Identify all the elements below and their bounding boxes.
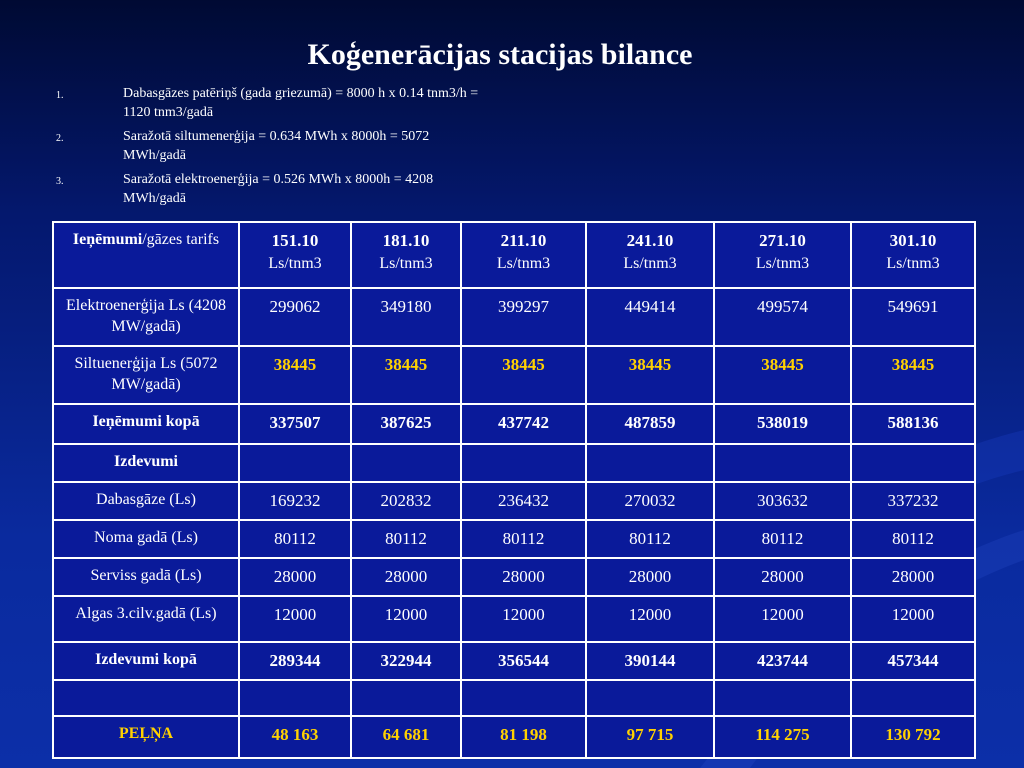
value-cell: 549691: [851, 288, 975, 346]
value-cell: 80112: [239, 520, 351, 558]
value-cell: 437742: [461, 404, 586, 444]
value-cell: 38445: [851, 346, 975, 404]
row-label: Algas 3.cilv.gadā (Ls): [53, 596, 239, 642]
table-row: [53, 558, 975, 596]
value-cell: 299062: [239, 288, 351, 346]
tariff-value: 301.10: [889, 231, 937, 250]
value-cell: [351, 680, 461, 716]
table-row: [53, 404, 975, 444]
value-cell: 538019: [714, 404, 851, 444]
value-cell: 80112: [714, 520, 851, 558]
tariff-cell: [239, 222, 351, 288]
value-cell: 322944: [351, 642, 461, 680]
value-cell: 28000: [851, 558, 975, 596]
value-cell: 38445: [239, 346, 351, 404]
value-cell: [714, 444, 851, 482]
table-row: [53, 680, 975, 716]
value-cell: 28000: [586, 558, 714, 596]
value-cell: 130 792: [851, 716, 975, 758]
header-label-cell: [53, 222, 239, 288]
value-cell: 423744: [714, 642, 851, 680]
value-cell: 169232: [239, 482, 351, 520]
value-cell: 64 681: [351, 716, 461, 758]
tariff-value: 211.10: [500, 231, 547, 250]
value-cell: 38445: [586, 346, 714, 404]
list-number: 1.: [56, 90, 64, 101]
list-text: Dabasgāzes patēriņš (gada griezumā) = 8000 h x 0.14 tnm3/h = 1120 tnm3/gadā: [123, 86, 479, 120]
row-label: [53, 680, 239, 716]
value-cell: 28000: [351, 558, 461, 596]
value-cell: 202832: [351, 482, 461, 520]
list-number: 3.: [56, 176, 64, 187]
value-cell: 28000: [461, 558, 586, 596]
tariff-value: 271.10: [759, 231, 806, 250]
value-cell: 12000: [461, 596, 586, 642]
tariff-cell: [351, 222, 461, 288]
slide-title: Koģenerācijas stacijas bilance: [307, 38, 693, 71]
value-cell: 80112: [586, 520, 714, 558]
row-label: Elektroenerģija Ls (4208 MW/gadā): [53, 288, 239, 346]
value-cell: [851, 444, 975, 482]
value-cell: 303632: [714, 482, 851, 520]
table-row: [53, 716, 975, 758]
tariff-cell: [461, 222, 586, 288]
row-label: Dabasgāze (Ls): [53, 482, 239, 520]
tariff-unit: Ls/tnm3: [623, 255, 677, 272]
value-cell: [586, 680, 714, 716]
value-cell: 337232: [851, 482, 975, 520]
value-cell: 12000: [851, 596, 975, 642]
value-cell: 387625: [351, 404, 461, 444]
value-cell: [351, 444, 461, 482]
value-cell: 588136: [851, 404, 975, 444]
tariff-value: 181.10: [382, 231, 430, 250]
row-label: Noma gadā (Ls): [53, 520, 239, 558]
tariff-cell: [714, 222, 851, 288]
value-cell: 38445: [461, 346, 586, 404]
value-cell: 390144: [586, 642, 714, 680]
value-cell: 499574: [714, 288, 851, 346]
value-cell: 80112: [351, 520, 461, 558]
value-cell: 356544: [461, 642, 586, 680]
value-cell: 236432: [461, 482, 586, 520]
value-cell: 349180: [351, 288, 461, 346]
value-cell: 38445: [714, 346, 851, 404]
list-text: Saražotā siltumenerģija = 0.634 MWh x 8000h = 5072 MWh/gadā: [123, 129, 430, 163]
value-cell: 289344: [239, 642, 351, 680]
table-row: [53, 346, 975, 404]
table-row: [53, 482, 975, 520]
header-label-bold: Ieņēmumi: [72, 231, 143, 248]
list-item: [0, 170, 520, 208]
table-row: [53, 642, 975, 680]
value-cell: 399297: [461, 288, 586, 346]
row-label: Ieņēmumi kopā: [53, 404, 239, 444]
bullet-list: [0, 84, 520, 213]
table-header-row: [53, 222, 975, 288]
row-label: Izdevumi kopā: [53, 642, 239, 680]
list-item: [0, 127, 520, 165]
table-row: [53, 520, 975, 558]
value-cell: 80112: [461, 520, 586, 558]
value-cell: [239, 680, 351, 716]
value-cell: 28000: [239, 558, 351, 596]
tariff-cell: [851, 222, 975, 288]
list-number: 2.: [56, 133, 64, 144]
value-cell: 28000: [714, 558, 851, 596]
value-cell: 12000: [714, 596, 851, 642]
tariff-unit: Ls/tnm3: [379, 255, 433, 272]
value-cell: 48 163: [239, 716, 351, 758]
table-row: [53, 444, 975, 482]
list-text: Saražotā elektroenerģija = 0.526 MWh x 8000h = 4208 MWh/gadā: [123, 172, 434, 206]
value-cell: 12000: [239, 596, 351, 642]
value-cell: 270032: [586, 482, 714, 520]
value-cell: [461, 680, 586, 716]
value-cell: [851, 680, 975, 716]
value-cell: [586, 444, 714, 482]
row-label: Serviss gadā (Ls): [53, 558, 239, 596]
row-label: PEĻŅA: [53, 716, 239, 758]
table-row: [53, 288, 975, 346]
value-cell: [239, 444, 351, 482]
row-label: Siltuenerģija Ls (5072 MW/gadā): [53, 346, 239, 404]
value-cell: [461, 444, 586, 482]
tariff-unit: Ls/tnm3: [268, 255, 322, 272]
table-row: [53, 596, 975, 642]
tariff-unit: Ls/tnm3: [755, 255, 810, 272]
value-cell: 449414: [586, 288, 714, 346]
value-cell: 12000: [351, 596, 461, 642]
tariff-unit: Ls/tnm3: [496, 255, 551, 272]
balance-table: [52, 221, 976, 759]
value-cell: 114 275: [714, 716, 851, 758]
value-cell: 81 198: [461, 716, 586, 758]
list-item: [0, 84, 520, 122]
tariff-value: 151.10: [271, 231, 319, 250]
value-cell: 97 715: [586, 716, 714, 758]
value-cell: 12000: [586, 596, 714, 642]
value-cell: 457344: [851, 642, 975, 680]
tariff-unit: Ls/tnm3: [886, 255, 940, 272]
row-label: Izdevumi: [53, 444, 239, 482]
value-cell: 80112: [851, 520, 975, 558]
header-label-rest: /gāzes tarifs: [142, 231, 220, 248]
value-cell: 487859: [586, 404, 714, 444]
tariff-cell: [586, 222, 714, 288]
value-cell: 337507: [239, 404, 351, 444]
tariff-value: 241.10: [626, 231, 674, 250]
value-cell: [714, 680, 851, 716]
value-cell: 38445: [351, 346, 461, 404]
